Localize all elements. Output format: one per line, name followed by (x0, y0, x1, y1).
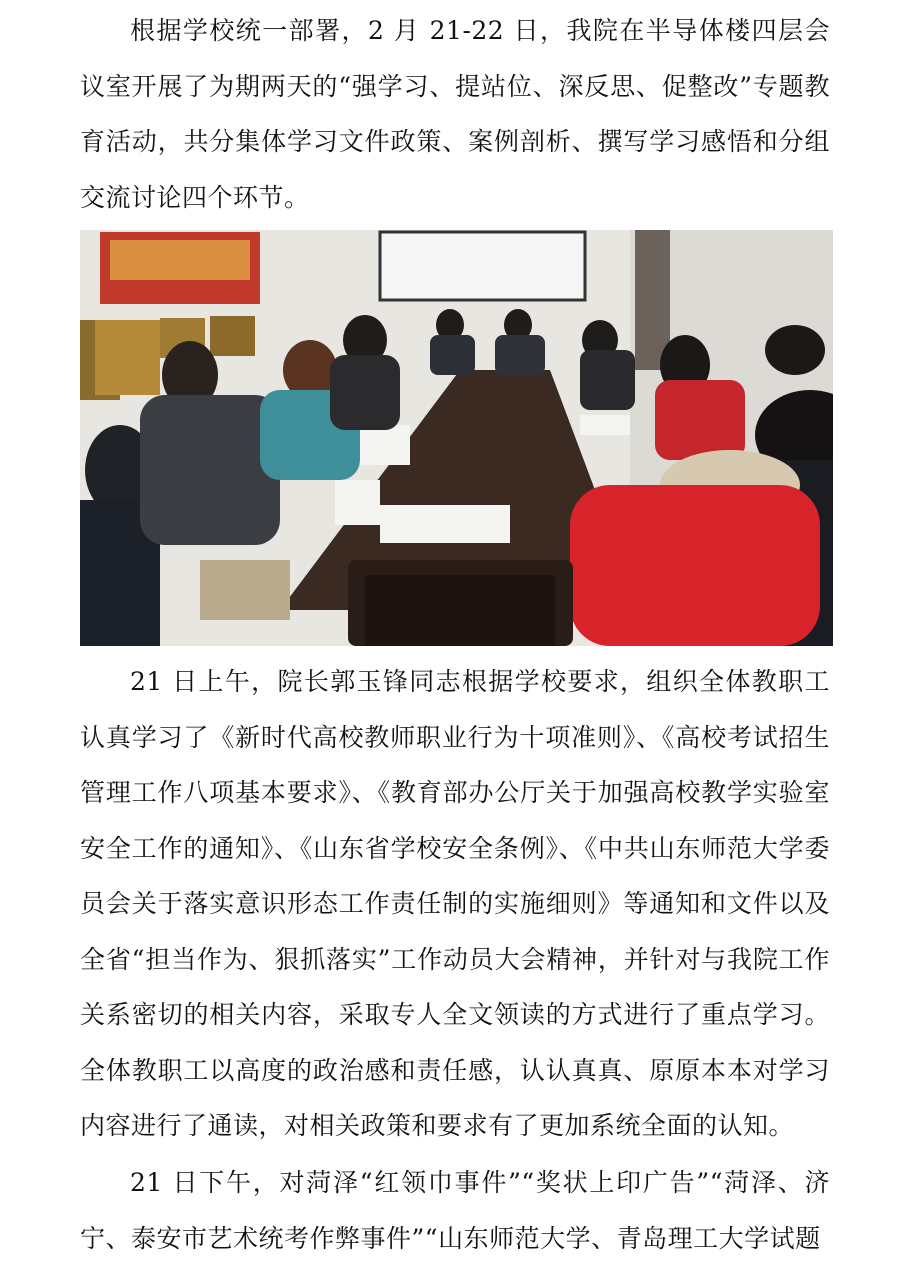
intro-paragraph: 根据学校统一部署，2 月 21-22 日，我院在半导体楼四层会议室开展了为期两天的“强学习、提站位、深反思、促整改”专题教育活动，共分集体学习文件政策、案例剖析、撰写学习感悟和分组交流讨论四个环节。 (80, 16, 830, 212)
meeting-photo (80, 230, 833, 646)
body-paragraph-morning: 21 日上午，院长郭玉锋同志根据学校要求，组织全体教职工认真学习了《新时代高校教师职业行为十项准则》、《高校考试招生管理工作八项基本要求》、《教育部办公厅关于加强高校教学实验室安全工作的通知》、《山东省学校安全条例》、《中共山东师范大学委员会关于落实意识形态工作责任制的实施细则》等通知和文件以及全省“担当作为、狠抓落实”工作动员大会精神，并针对与我院工作关系密切的相关内容，采取专人全文领读的方式进行了重点学习。全体教职工以高度的政治感和责任感，认认真真、原原本本对学习内容进行了通读，对相关政策和要求有了更加系统全面的认知。 (80, 667, 830, 1140)
body-paragraph-afternoon: 21 日下午，对菏泽“红领巾事件”“奖状上印广告”“菏泽、济宁、泰安市艺术统考作弊事件”“山东师范大学、青岛理工大学试题 (80, 1168, 830, 1253)
